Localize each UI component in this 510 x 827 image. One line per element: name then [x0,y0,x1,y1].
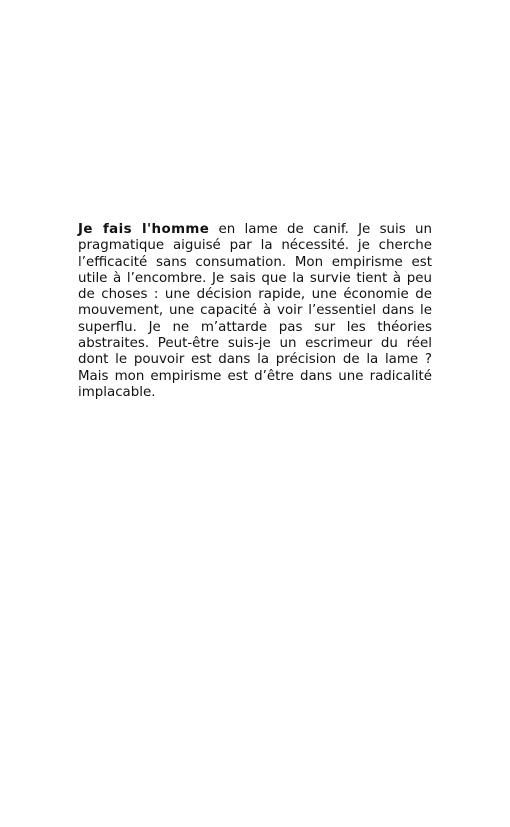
paragraph-lead: Je fais l'homme [78,222,210,237]
paragraph-text: en lame de canif. Je suis un pragmatique aiguisé par la nécessité. je cherche l’efficacité sans consumation. Mon empirisme est utile à l’encombre. Je sais que la survie tient à peu de choses : une décision rapide, une économie de mouvement, une capacité à voir l’essentiel dans le superflu. Je ne m’attarde pas sur les théories abstraites. Peut-être suis-je un escrimeur du réel dont le pouvoir est dans la précision de la lame ? Mais mon empirisme est d’être dans une radicalité implacable. [78,222,432,400]
body-paragraph [78,222,432,401]
